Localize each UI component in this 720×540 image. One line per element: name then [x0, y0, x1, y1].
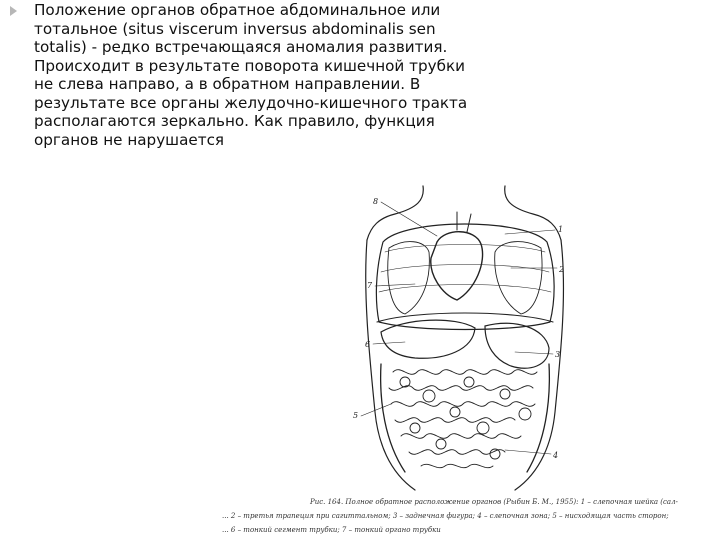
body-outline-upper — [367, 186, 423, 240]
figure-label-4: 4 — [553, 451, 559, 460]
caption-line-1: Рис. 164. Полное обратное расположение органов (Рыбин Б. М., 1955): 1 – слепочная шейка (сал- — [310, 498, 678, 506]
text-line-1: Положение органов обратное абдоминальное или — [34, 1, 441, 19]
diaphragm — [377, 313, 553, 322]
left-lung — [388, 242, 430, 314]
text-line-3: totalis) - редко встречающаяся аномалия развития. — [34, 38, 448, 56]
main-paragraph — [34, 1, 594, 149]
figure-label-5: 5 — [353, 411, 359, 420]
figure-label-7: 7 — [367, 281, 373, 290]
text-line-8: органов не нарушается — [34, 130, 225, 149]
stomach — [485, 323, 549, 368]
figure-label-2: 2 — [559, 265, 565, 274]
triangle-bullet-icon — [10, 6, 17, 16]
torso-left — [366, 240, 415, 490]
caption-line-3: ... 6 – тонкий сегмент трубки; 7 – тонкий органо трубки — [222, 526, 441, 534]
figure-label-8: 8 — [373, 197, 379, 206]
text-line-2: тотальное (situs viscerum inversus abdominalis sen — [34, 19, 436, 38]
heart — [431, 232, 483, 300]
anatomy-illustration — [345, 182, 585, 492]
intestines — [389, 370, 537, 468]
text-line-7: располагаются зеркально. Как правило, функция — [34, 112, 435, 130]
right-lung — [495, 242, 542, 314]
liver — [381, 320, 475, 358]
text-line-5: не слева направо, а в обратном направлении. В — [34, 75, 421, 93]
caption-line-2: ... 2 – третья трапеция при сагиттальном; 3 – заднечная фигура; 4 – слепочная зона; 5 – нисходящая часть сторон; — [222, 512, 669, 520]
text-line-4: Происходит в результате поворота кишечной трубки — [34, 56, 465, 75]
figure-label-1: 1 — [558, 225, 564, 234]
figure-label-6: 6 — [365, 340, 371, 349]
text-line-6: результате все органы желудочно-кишечного тракта — [34, 93, 468, 112]
figure-label-3: 3 — [555, 350, 561, 359]
figure-caption — [222, 490, 720, 540]
